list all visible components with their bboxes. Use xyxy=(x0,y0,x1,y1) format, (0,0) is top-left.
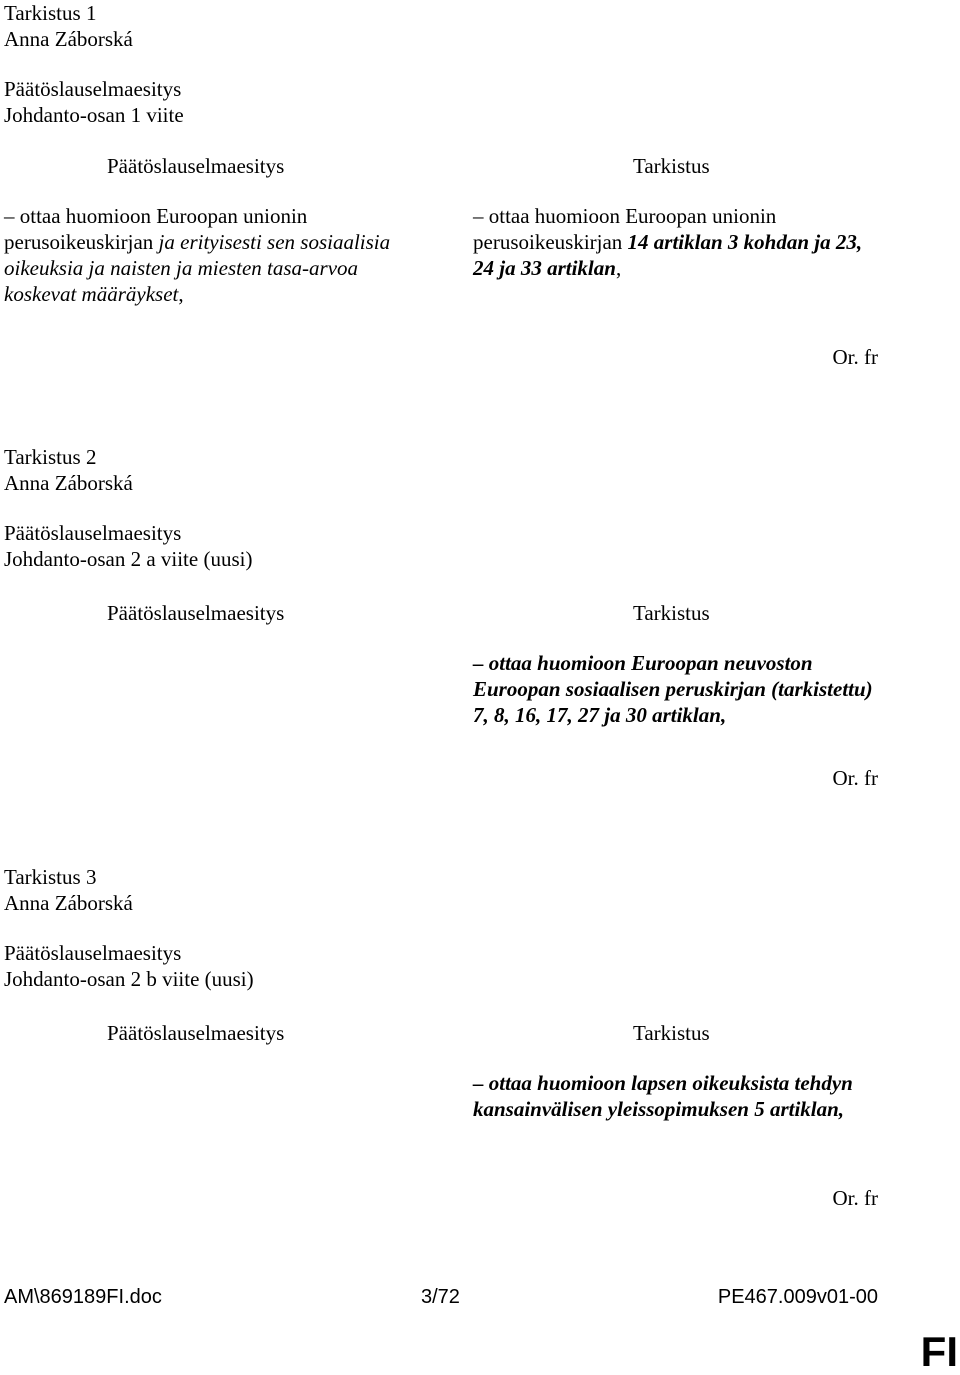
amendment-author: Anna Záborská xyxy=(4,471,133,495)
text-run-bold-italic: – ottaa huomioon Euroopan neuvoston Euroopan sosiaalisen peruskirjan (tarkistettu) 7, 8, 16, 17, 27 ja 30 artiklan, xyxy=(473,651,873,727)
text-run-bold-italic: 14 artiklan 3 kohdan ja 23, 24 ja 33 artiklan xyxy=(473,230,863,280)
amendment-number: Tarkistus 2 xyxy=(4,445,97,469)
right-column-text xyxy=(473,1070,858,1122)
original-language: Or. fr xyxy=(832,345,878,369)
left-column-heading: Päätöslauselmaesitys xyxy=(107,601,285,625)
text-run: – ottaa huomioon Euroopan unionin perusoikeuskirjan xyxy=(473,204,777,254)
left-column-heading: Päätöslauselmaesitys xyxy=(107,1021,285,1045)
amendment-citation: Johdanto-osan 1 viite xyxy=(4,103,184,127)
original-language: Or. fr xyxy=(832,766,878,790)
text-run: , xyxy=(178,282,184,306)
footer-page-number: 3/72 xyxy=(421,1286,460,1308)
footer-doc-ref: AM\869189FI.doc xyxy=(4,1286,162,1308)
amendment-author: Anna Záborská xyxy=(4,891,133,915)
text-run: , xyxy=(615,256,622,280)
original-language: Or. fr xyxy=(832,1186,878,1210)
footer-pe-ref: PE467.009v01-00 xyxy=(717,1286,878,1308)
amendment-2-header xyxy=(4,444,252,572)
amendment-doc-type: Päätöslauselmaesitys xyxy=(4,77,182,101)
right-column-heading: Tarkistus xyxy=(633,601,710,625)
right-column-text xyxy=(473,203,883,281)
left-column-text xyxy=(4,203,424,307)
amendment-number: Tarkistus 1 xyxy=(4,1,97,25)
amendment-citation: Johdanto-osan 2 a viite (uusi) xyxy=(4,547,253,571)
amendment-citation: Johdanto-osan 2 b viite (uusi) xyxy=(4,967,254,991)
right-column-heading: Tarkistus xyxy=(633,1021,710,1045)
text-run: – ottaa huomioon Euroopan unionin perusoikeuskirjan xyxy=(4,204,308,254)
right-column-text xyxy=(473,650,883,728)
left-column-heading: Päätöslauselmaesitys xyxy=(107,154,285,178)
amendment-author: Anna Záborská xyxy=(4,27,133,51)
amendment-doc-type: Päätöslauselmaesitys xyxy=(4,521,182,545)
amendment-3-header xyxy=(4,864,254,992)
amendment-number: Tarkistus 3 xyxy=(4,865,97,889)
right-column-heading: Tarkistus xyxy=(633,154,710,178)
amendment-1-header xyxy=(4,0,184,128)
language-badge: FI xyxy=(920,1328,958,1375)
text-run-italic: ja erityisesti sen sosiaalisia oikeuksia ja naisten ja miesten tasa-arvoa koskevat määräykset xyxy=(4,230,391,306)
text-run-bold-italic: – ottaa huomioon lapsen oikeuksista tehdyn kansainvälisen yleissopimuksen 5 artiklan, xyxy=(473,1071,853,1121)
amendment-doc-type: Päätöslauselmaesitys xyxy=(4,941,182,965)
